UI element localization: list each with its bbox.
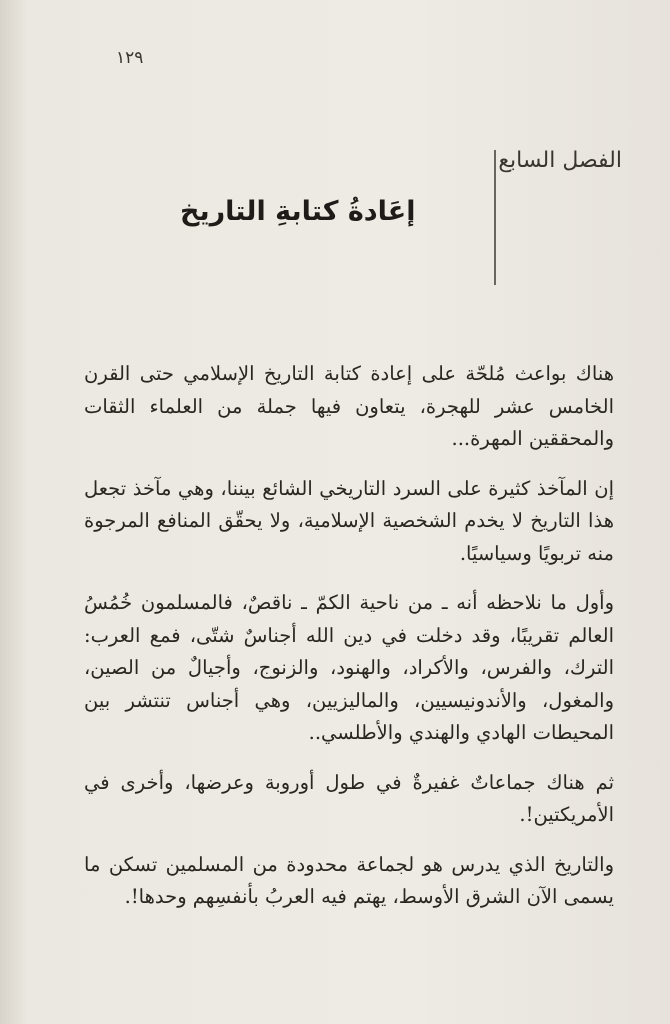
paragraph: ثم هناك جماعاتٌ غفيرةٌ في طول أوروبة وعرضها، وأخرى في الأمريكتين!. [84, 770, 614, 826]
paragraph: وأول ما نلاحظه أنه ـ من ناحية الكمّ ـ ناقصٌ، فالمسلمون خُمُسُ العالم تقريبًا، وقد دخلت في دين الله أجناسٌ شتّى، فمع العرب: الترك، والفرس، والأكراد، والهنود، والزنوج، وأجيالٌ من الصين، والمغول، والأندونيسيين، والماليزيين، وهي أجناس تنتشر بين المحيطات الهادي والهندي والأطلسي.. [84, 591, 614, 744]
page-number: ١٢٩ [116, 48, 144, 68]
body-text [84, 358, 614, 931]
paragraph: هناك بواعث مُلحّة على إعادة كتابة التاريخ الإسلامي حتى القرن الخامس عشر للهجرة، يتعاون فيها جملة من العلماء الثقات والمحققين المهرة... [84, 362, 614, 450]
paragraph: والتاريخ الذي يدرس هو لجماعة محدودة من المسلمين تسكن ما يسمى الآن الشرق الأوسط، يهتم فيه العربُ بأنفسِهم وحدها!. [84, 852, 614, 908]
chapter-title: إعَادةُ كتابةِ التاريخ [180, 196, 416, 227]
chapter-label: الفصل السابع [498, 148, 622, 173]
paragraph: إن المآخذ كثيرة على السرد التاريخي الشائع بيننا، وهي مآخذ تجعل هذا التاريخ لا يخدم الشخصية الإسلامية، ولا يحقّق المنافع المرجوة منه تربويًا وسياسيًا. [84, 476, 614, 565]
